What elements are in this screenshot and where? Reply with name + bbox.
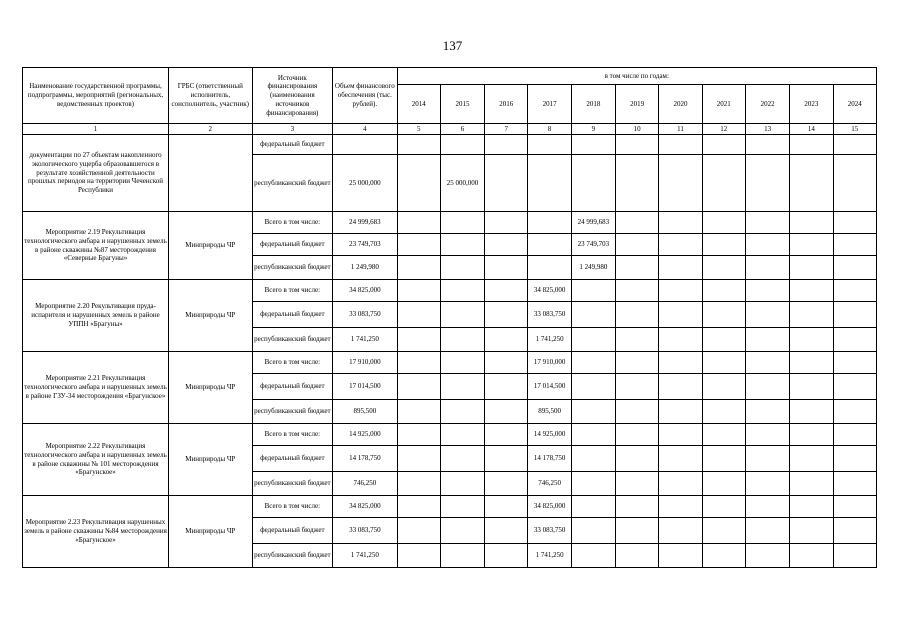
year-value: 746,250 — [528, 472, 571, 496]
total-volume: 14 178,750 — [333, 446, 397, 472]
year-value — [485, 424, 528, 446]
year-value — [790, 400, 833, 424]
funding-source: Всего в том числе: — [252, 496, 333, 518]
table-row — [23, 424, 877, 446]
measure-name: Мероприятие 2.23 Рекультивация нарушенных земель в районе скважины №84 месторождения «Брагунское» — [23, 496, 169, 568]
year-value — [833, 400, 876, 424]
year-value — [833, 472, 876, 496]
year-value — [745, 256, 789, 280]
grbs-cell: Минприроды ЧР — [169, 212, 253, 280]
year-value — [485, 518, 528, 544]
funding-source: федеральный бюджет — [252, 302, 333, 328]
year-value — [571, 424, 615, 446]
year-value: 33 083,750 — [528, 518, 571, 544]
total-volume: 1 741,250 — [333, 328, 397, 352]
year-value — [659, 496, 702, 518]
year-value — [397, 212, 440, 234]
year-value: 895,500 — [528, 400, 571, 424]
year-value — [616, 374, 659, 400]
grbs-cell: Минприроды ЧР — [169, 424, 253, 496]
year-value — [485, 496, 528, 518]
year-value: 1 249,980 — [571, 256, 615, 280]
year-value — [702, 280, 745, 302]
year-value — [833, 256, 876, 280]
year-value — [571, 472, 615, 496]
year-header: 2021 — [702, 85, 745, 124]
funding-source: республиканский бюджет — [252, 544, 333, 568]
year-value — [745, 424, 789, 446]
funding-source: республиканский бюджет — [252, 400, 333, 424]
year-header: 2016 — [485, 85, 528, 124]
year-value — [702, 155, 745, 212]
total-volume: 24 999,683 — [333, 212, 397, 234]
year-header: 2017 — [528, 85, 571, 124]
grbs-cell: Минприроды ЧР — [169, 352, 253, 424]
year-value — [616, 280, 659, 302]
total-volume: 25 000,000 — [333, 155, 397, 212]
funding-source: республиканский бюджет — [252, 155, 333, 212]
year-value — [571, 135, 615, 155]
year-value — [485, 256, 528, 280]
year-value — [702, 302, 745, 328]
funding-source: Всего в том числе: — [252, 424, 333, 446]
year-value — [702, 256, 745, 280]
year-value — [485, 155, 528, 212]
year-value — [745, 496, 789, 518]
year-value — [571, 302, 615, 328]
year-value — [528, 135, 571, 155]
year-value — [659, 135, 702, 155]
year-value — [745, 544, 789, 568]
header-source: Источник финансирования (наименования источников финансирования) — [252, 68, 333, 124]
funding-source: Всего в том числе: — [252, 280, 333, 302]
year-value — [616, 234, 659, 256]
year-value — [397, 496, 440, 518]
year-value — [833, 352, 876, 374]
year-value — [571, 328, 615, 352]
year-value — [397, 234, 440, 256]
year-value — [833, 374, 876, 400]
year-value — [440, 424, 484, 446]
total-volume: 14 925,000 — [333, 424, 397, 446]
year-value — [616, 518, 659, 544]
year-value: 1 741,250 — [528, 328, 571, 352]
column-number: 9 — [571, 124, 615, 135]
funding-source: республиканский бюджет — [252, 472, 333, 496]
total-volume: 34 825,000 — [333, 280, 397, 302]
grbs-cell: Минприроды ЧР — [169, 496, 253, 568]
year-value — [440, 544, 484, 568]
year-header: 2023 — [790, 85, 833, 124]
year-value — [702, 472, 745, 496]
year-value — [528, 256, 571, 280]
column-number: 7 — [485, 124, 528, 135]
column-number: 15 — [833, 124, 876, 135]
column-number: 3 — [252, 124, 333, 135]
funding-source: федеральный бюджет — [252, 374, 333, 400]
year-value — [440, 472, 484, 496]
year-value — [571, 446, 615, 472]
column-number: 10 — [616, 124, 659, 135]
year-value — [745, 446, 789, 472]
year-value — [790, 212, 833, 234]
year-value — [790, 544, 833, 568]
year-value — [616, 256, 659, 280]
year-value — [659, 518, 702, 544]
year-value — [745, 352, 789, 374]
year-value — [397, 155, 440, 212]
year-value — [528, 212, 571, 234]
year-value — [659, 302, 702, 328]
year-value — [485, 234, 528, 256]
funding-source: Всего в том числе: — [252, 212, 333, 234]
year-value — [790, 446, 833, 472]
year-value — [485, 374, 528, 400]
year-value — [616, 328, 659, 352]
year-value — [702, 374, 745, 400]
year-value — [397, 280, 440, 302]
header-name: Наименование государственной программы, подпрограммы, мероприятий (региональных, ведомственных проектов) — [23, 68, 169, 124]
year-value — [702, 352, 745, 374]
measure-name: Мероприятие 2.20 Рекультивация пруда-испарителя и нарушенных земель в районе УППН «Брагуны» — [23, 280, 169, 352]
year-value — [833, 302, 876, 328]
year-value — [659, 446, 702, 472]
year-value — [702, 424, 745, 446]
column-number: 12 — [702, 124, 745, 135]
column-number: 1 — [23, 124, 169, 135]
year-value — [659, 280, 702, 302]
year-value — [659, 212, 702, 234]
year-value — [440, 328, 484, 352]
financing-table — [22, 67, 877, 568]
table-row — [23, 212, 877, 234]
year-value — [702, 400, 745, 424]
year-value — [397, 256, 440, 280]
year-value — [616, 446, 659, 472]
total-volume: 17 014,500 — [333, 374, 397, 400]
year-value — [659, 400, 702, 424]
funding-source: федеральный бюджет — [252, 135, 333, 155]
grbs-cell: Минприроды ЧР — [169, 280, 253, 352]
year-value — [745, 328, 789, 352]
year-value — [833, 424, 876, 446]
year-value — [397, 302, 440, 328]
year-value — [571, 400, 615, 424]
year-value — [659, 472, 702, 496]
year-value — [745, 302, 789, 328]
year-value — [659, 328, 702, 352]
column-number: 4 — [333, 124, 397, 135]
year-value — [616, 135, 659, 155]
table-row — [23, 352, 877, 374]
year-value — [616, 352, 659, 374]
page-number: 137 — [442, 38, 463, 53]
year-value — [440, 446, 484, 472]
year-value — [616, 472, 659, 496]
year-value — [528, 234, 571, 256]
year-value — [833, 518, 876, 544]
funding-source: республиканский бюджет — [252, 256, 333, 280]
measure-name: документации по 27 объектам накопленного экологического ущерба образовавшегося в результате хозяйственной деятельности прошлых периодов на территории Чеченской Республики — [23, 135, 169, 212]
year-header: 2015 — [440, 85, 484, 124]
year-value — [397, 518, 440, 544]
year-value — [745, 135, 789, 155]
year-value — [485, 400, 528, 424]
year-value — [833, 135, 876, 155]
year-value: 25 000,000 — [440, 155, 484, 212]
year-value — [485, 328, 528, 352]
year-value — [833, 496, 876, 518]
year-value: 34 825,000 — [528, 496, 571, 518]
funding-source: Всего в том числе: — [252, 352, 333, 374]
year-value — [571, 544, 615, 568]
year-value — [790, 328, 833, 352]
total-volume: 1 249,980 — [333, 256, 397, 280]
year-value — [790, 518, 833, 544]
year-value — [440, 302, 484, 328]
year-value — [571, 155, 615, 212]
total-volume: 895,500 — [333, 400, 397, 424]
year-value — [790, 256, 833, 280]
total-volume: 33 083,750 — [333, 302, 397, 328]
year-value: 17 910,000 — [528, 352, 571, 374]
year-value — [833, 328, 876, 352]
year-value — [702, 328, 745, 352]
year-value: 33 083,750 — [528, 302, 571, 328]
year-value — [790, 374, 833, 400]
column-number: 13 — [745, 124, 789, 135]
year-header: 2019 — [616, 85, 659, 124]
year-value — [397, 352, 440, 374]
year-value — [833, 212, 876, 234]
year-value — [745, 374, 789, 400]
year-value — [790, 352, 833, 374]
year-value — [485, 446, 528, 472]
year-value — [702, 518, 745, 544]
year-value — [440, 234, 484, 256]
year-value — [659, 256, 702, 280]
year-value: 24 999,683 — [571, 212, 615, 234]
year-value — [616, 302, 659, 328]
year-value — [745, 212, 789, 234]
grbs-cell — [169, 135, 253, 212]
year-value — [702, 446, 745, 472]
year-value — [571, 280, 615, 302]
year-value — [833, 155, 876, 212]
year-value — [702, 212, 745, 234]
year-value — [790, 496, 833, 518]
column-number: 14 — [790, 124, 833, 135]
year-value — [485, 212, 528, 234]
year-header: 2022 — [745, 85, 789, 124]
table-row — [23, 496, 877, 518]
total-volume: 34 825,000 — [333, 496, 397, 518]
header-grbs: ГРБС (ответственный исполнитель, соисполнитель, участник) — [169, 68, 253, 124]
measure-name: Мероприятие 2.19 Рекультивация технологического амбара и нарушенных земель в районе скважины №87 месторождения «Северные Брагуны» — [23, 212, 169, 280]
year-value — [702, 544, 745, 568]
year-value — [485, 302, 528, 328]
year-value — [571, 352, 615, 374]
year-value — [528, 155, 571, 212]
year-value — [485, 352, 528, 374]
total-volume: 23 749,703 — [333, 234, 397, 256]
year-value — [790, 472, 833, 496]
year-value — [659, 374, 702, 400]
year-value — [616, 424, 659, 446]
year-value — [397, 472, 440, 496]
year-value — [745, 518, 789, 544]
year-value — [616, 544, 659, 568]
year-value — [745, 234, 789, 256]
year-value — [745, 472, 789, 496]
year-value — [440, 374, 484, 400]
year-header: 2024 — [833, 85, 876, 124]
year-value — [440, 212, 484, 234]
total-volume: 1 741,250 — [333, 544, 397, 568]
year-value — [745, 400, 789, 424]
year-value — [440, 280, 484, 302]
header-row — [23, 68, 877, 85]
column-number: 11 — [659, 124, 702, 135]
year-value — [571, 518, 615, 544]
year-header: 2014 — [397, 85, 440, 124]
year-value — [571, 374, 615, 400]
table-row — [23, 280, 877, 302]
year-value — [440, 496, 484, 518]
year-value — [485, 544, 528, 568]
year-value — [790, 302, 833, 328]
column-number: 8 — [528, 124, 571, 135]
year-value — [659, 352, 702, 374]
total-volume: 17 910,000 — [333, 352, 397, 374]
year-value: 34 825,000 — [528, 280, 571, 302]
total-volume: 746,250 — [333, 472, 397, 496]
column-number: 6 — [440, 124, 484, 135]
funding-source: федеральный бюджет — [252, 518, 333, 544]
year-value — [616, 155, 659, 212]
year-value — [440, 400, 484, 424]
year-value — [397, 374, 440, 400]
year-value — [397, 424, 440, 446]
year-value — [790, 155, 833, 212]
funding-source: федеральный бюджет — [252, 234, 333, 256]
year-value — [616, 212, 659, 234]
year-value — [833, 446, 876, 472]
measure-name: Мероприятие 2.22 Рекультивация технологического амбара и нарушенных земель в районе скважины № 101 месторождения «Брагунское» — [23, 424, 169, 496]
column-numbers-row — [23, 124, 877, 135]
year-value — [659, 424, 702, 446]
year-value — [659, 544, 702, 568]
total-volume — [333, 135, 397, 155]
year-value — [790, 135, 833, 155]
table-row — [23, 135, 877, 155]
header-years-caption: в том числе по годам: — [397, 68, 876, 85]
year-value — [745, 155, 789, 212]
year-value — [397, 446, 440, 472]
year-value — [833, 544, 876, 568]
year-value: 14 925,000 — [528, 424, 571, 446]
measure-name: Мероприятие 2.21 Рекультивация технологического амбара и нарушенных земель в районе ГЗУ-34 месторождения «Брагунское» — [23, 352, 169, 424]
year-value — [440, 518, 484, 544]
year-header: 2018 — [571, 85, 615, 124]
year-value — [440, 352, 484, 374]
header-volume: Объем финансового обеспечения (тыс. рублей). — [333, 68, 397, 124]
year-value — [659, 155, 702, 212]
year-value: 17 014,500 — [528, 374, 571, 400]
year-value — [485, 472, 528, 496]
column-number: 5 — [397, 124, 440, 135]
year-value — [485, 280, 528, 302]
year-value — [616, 496, 659, 518]
year-value — [833, 280, 876, 302]
year-header: 2020 — [659, 85, 702, 124]
funding-source: федеральный бюджет — [252, 446, 333, 472]
year-value — [397, 544, 440, 568]
funding-source: республиканский бюджет — [252, 328, 333, 352]
year-value — [440, 135, 484, 155]
year-value — [616, 400, 659, 424]
year-value — [440, 256, 484, 280]
year-value — [659, 234, 702, 256]
year-value — [397, 135, 440, 155]
year-value — [790, 234, 833, 256]
year-value — [702, 496, 745, 518]
year-value — [790, 424, 833, 446]
year-value — [833, 234, 876, 256]
year-value — [702, 135, 745, 155]
year-value — [485, 135, 528, 155]
year-value — [702, 234, 745, 256]
year-value — [397, 328, 440, 352]
year-value: 23 749,703 — [571, 234, 615, 256]
year-value — [397, 400, 440, 424]
column-number: 2 — [169, 124, 253, 135]
year-value: 1 741,250 — [528, 544, 571, 568]
year-value — [745, 280, 789, 302]
year-value — [571, 496, 615, 518]
year-value: 14 178,750 — [528, 446, 571, 472]
total-volume: 33 083,750 — [333, 518, 397, 544]
year-value — [790, 280, 833, 302]
